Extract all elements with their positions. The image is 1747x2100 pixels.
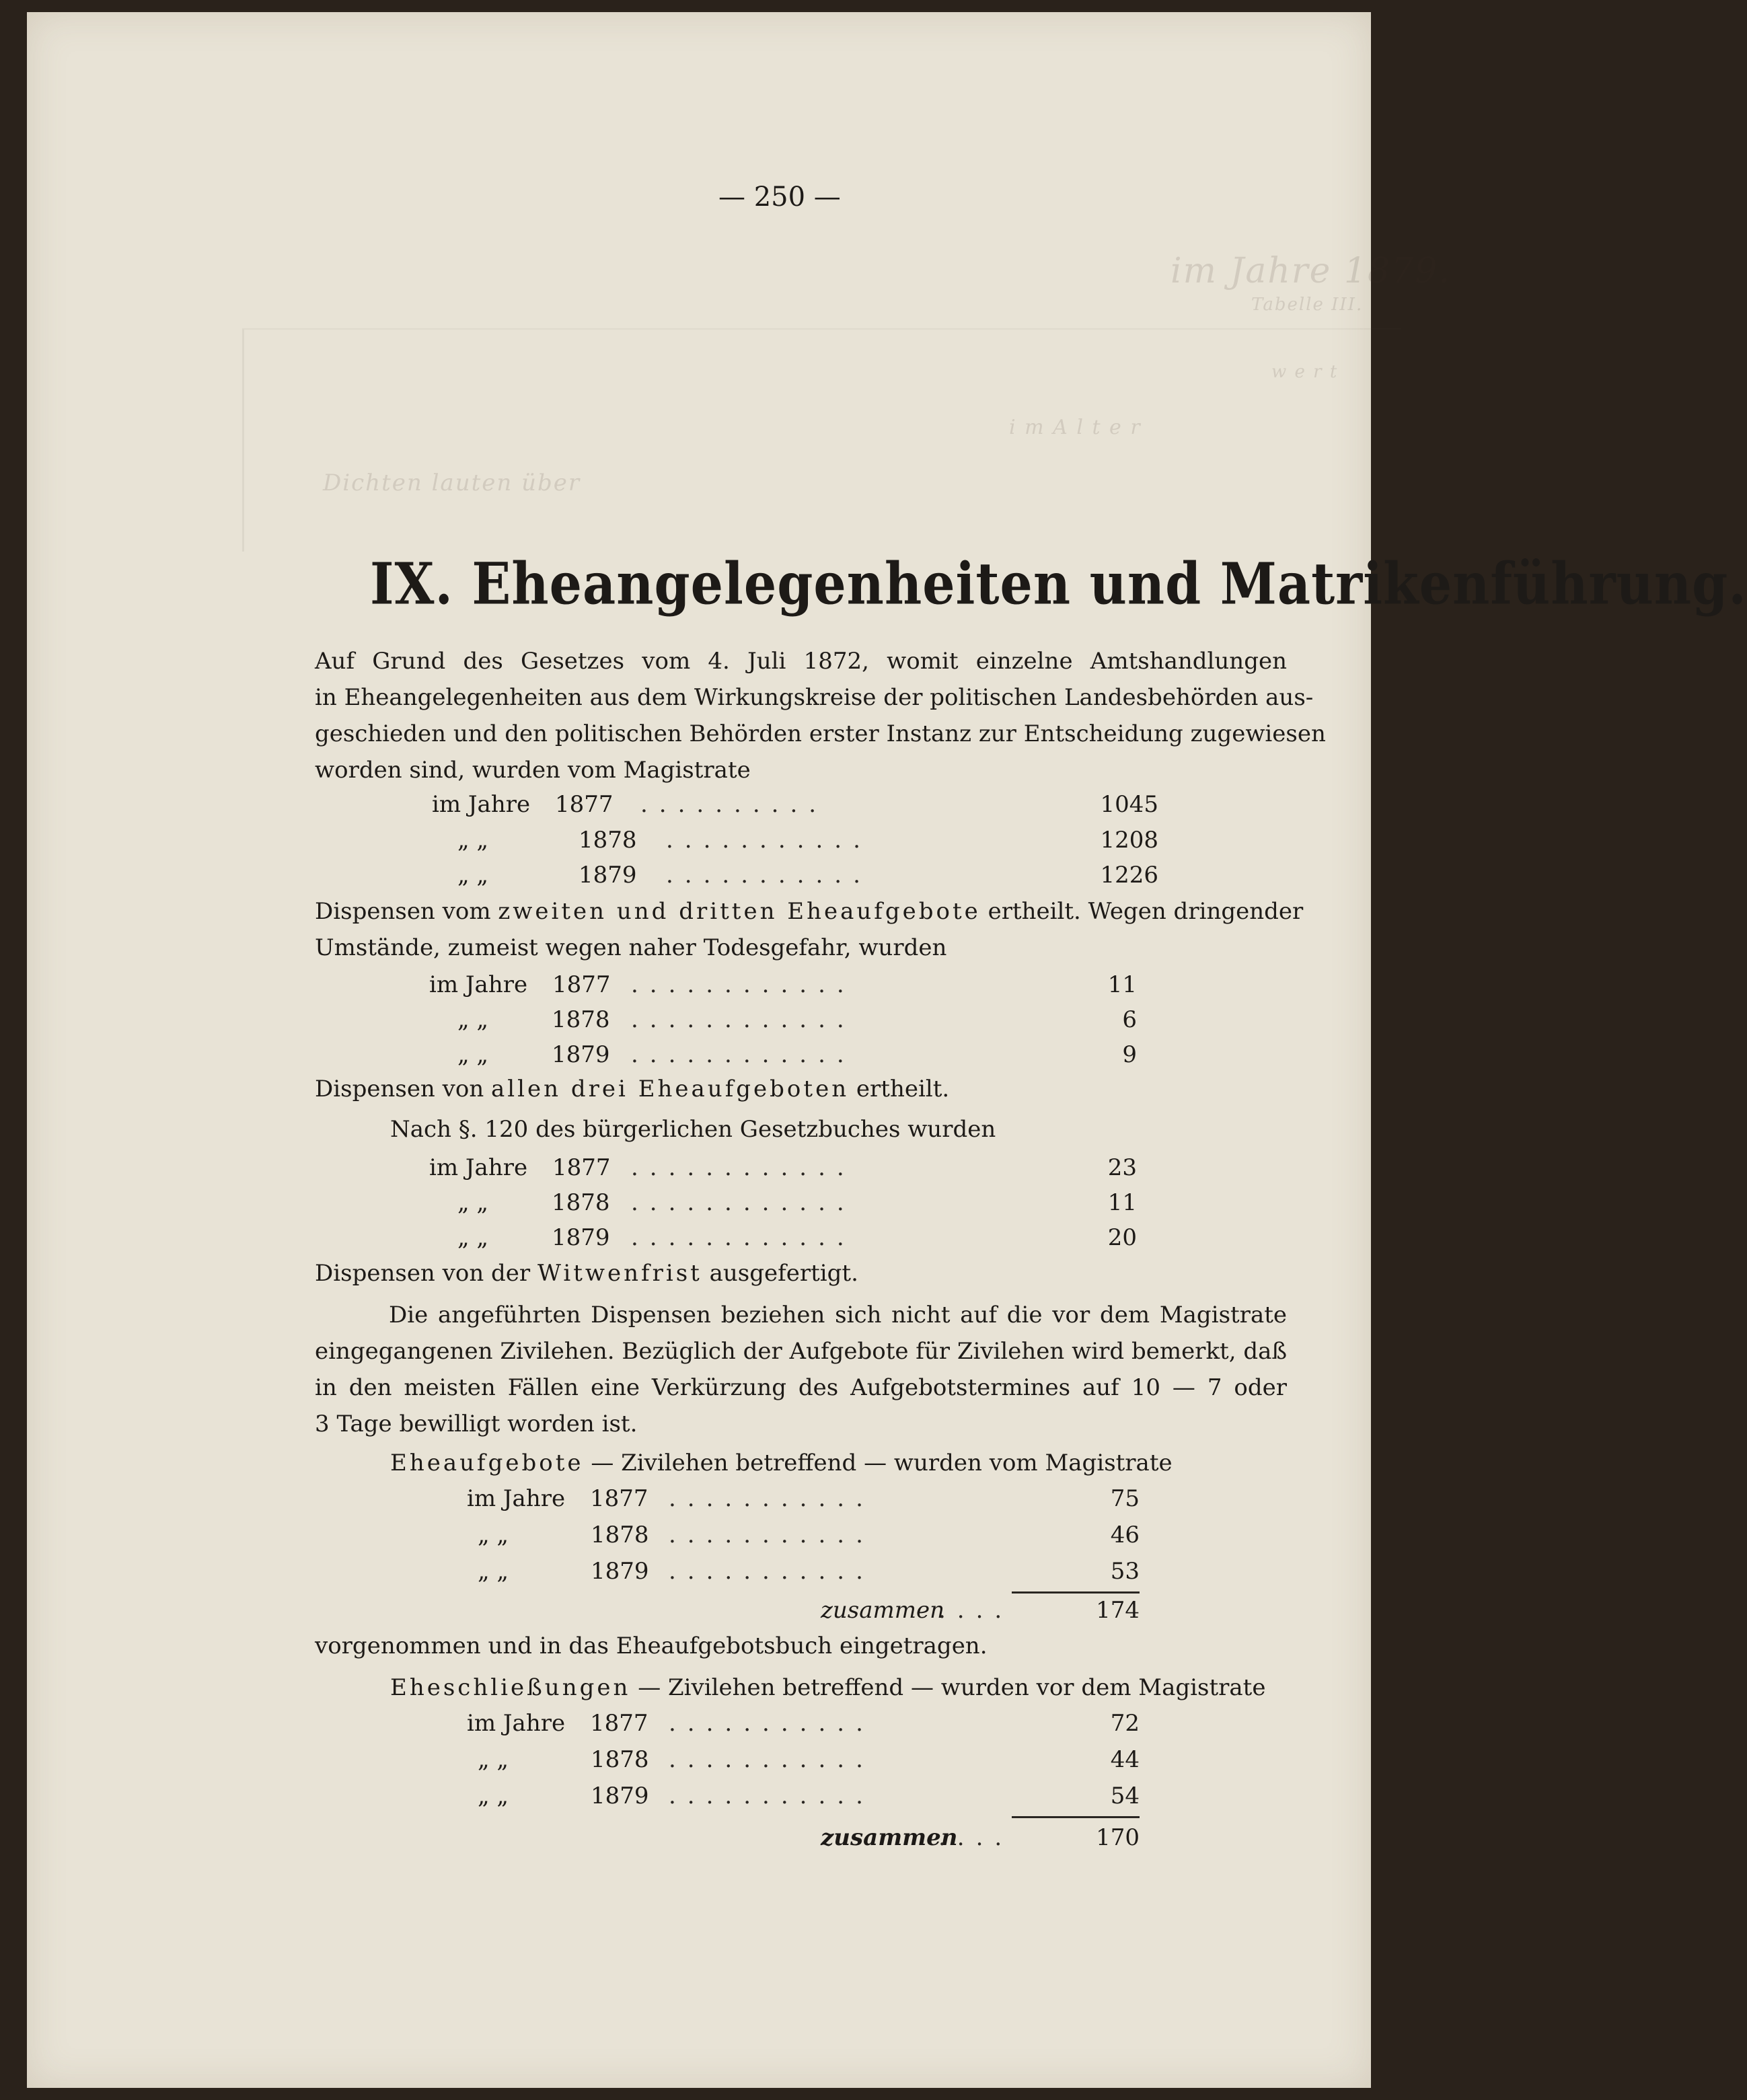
total-value: 170 [1096, 1824, 1140, 1851]
row-year: 1877 [590, 1710, 648, 1737]
row-year: 1879 [591, 1783, 649, 1809]
spaced-text: zweiten und dritten Eheaufgebote [498, 898, 981, 925]
bleed-through-title: im Jahre 1879. [1170, 251, 1451, 291]
text-line: worden sind, wurden vom Magistrate [315, 757, 751, 784]
text-line [315, 1072, 949, 1106]
row-year: 1879 [579, 862, 637, 889]
leader-dots: ........... [669, 1746, 875, 1773]
row-value: 1226 [1100, 862, 1158, 889]
row-value: 46 [1110, 1522, 1140, 1548]
paragraph [315, 893, 1304, 966]
text-fragment: Dispensen von [315, 1076, 484, 1102]
row-label: im Jahre [429, 971, 528, 998]
bleed-through-word: Dichten lauten über [323, 470, 581, 496]
row-label: „ „ [478, 1783, 509, 1809]
text-fragment: ertheilt. Wegen dringender [988, 898, 1304, 925]
row-label: im Jahre [432, 791, 531, 818]
page-number: — 250 — [718, 182, 841, 213]
sum-rule [1012, 1816, 1140, 1818]
row-value: 6 [1122, 1006, 1137, 1033]
row-year: 1879 [552, 1224, 610, 1251]
row-year: 1877 [555, 791, 614, 818]
row-label: „ „ [478, 1558, 509, 1585]
row-value: 1045 [1100, 791, 1158, 818]
table-row [478, 1555, 1140, 1587]
text-fragment: Dispensen von der [315, 1260, 531, 1287]
sum-rule [1012, 1591, 1140, 1593]
leader-dots: ........... [669, 1710, 875, 1737]
table-row [457, 859, 1158, 891]
row-label: „ „ [457, 1041, 489, 1068]
row-value: 23 [1107, 1154, 1137, 1181]
bleed-through-label: Tabelle III. [1251, 295, 1364, 315]
row-year: 1877 [552, 971, 611, 998]
row-value: 9 [1122, 1041, 1137, 1068]
text-fragment: ausgefertigt. [709, 1260, 858, 1287]
row-label: „ „ [457, 1189, 489, 1216]
text-line: Auf Grund des Gesetzes vom 4. Juli 1872, womit einzelne Amtshandlungen [315, 648, 1287, 675]
row-label: „ „ [457, 1224, 489, 1251]
table-row [467, 1483, 1140, 1515]
leader-dots: ............ [631, 971, 856, 998]
total-label: zusammen [821, 1824, 958, 1851]
section-heading: IX. Eheangelegenheiten und Matrikenführung. [370, 550, 1747, 617]
leader-dots: ............ [631, 1154, 856, 1181]
text-line: Nach §. 120 des bürgerlichen Gesetzbuches wurden [390, 1116, 996, 1143]
bleed-through-word: w e r t [1271, 362, 1339, 382]
intro-paragraph [315, 643, 1326, 788]
text-line [390, 1446, 1173, 1480]
row-value: 44 [1110, 1746, 1140, 1773]
leader-dots: .... [938, 1824, 1014, 1851]
row-label: „ „ [478, 1522, 509, 1548]
leader-dots: ........... [669, 1522, 875, 1548]
text-line: in den meisten Fällen eine Verkürzung des Aufgebotstermines auf 10 — 7 oder [315, 1374, 1287, 1401]
leader-dots: ........... [666, 827, 872, 854]
row-label: „ „ [457, 1006, 489, 1033]
table-row [432, 788, 1158, 821]
table-row [478, 1743, 1140, 1776]
table-row [478, 1780, 1140, 1812]
text-line: geschieden und den politischen Behörden erster Instanz zur Entscheidung zugewiesen [315, 720, 1326, 747]
leader-dots: ............ [631, 1224, 856, 1251]
leader-dots: ............ [631, 1041, 856, 1068]
row-label: im Jahre [429, 1154, 528, 1181]
text-line: 3 Tage bewilligt worden ist. [315, 1411, 638, 1437]
row-year: 1878 [552, 1189, 610, 1216]
table-row [478, 1519, 1140, 1551]
table-row [457, 1187, 1137, 1219]
bleed-through-frame [242, 328, 1401, 552]
table-row [457, 1004, 1137, 1036]
leader-dots: ............ [631, 1006, 856, 1033]
table-row [457, 1039, 1137, 1071]
row-value: 75 [1110, 1485, 1140, 1512]
row-year: 1878 [579, 827, 637, 854]
text-line: vorgenommen und in das Eheaufgebotsbuch eingetragen. [315, 1633, 988, 1659]
row-value: 53 [1110, 1558, 1140, 1585]
row-year: 1878 [552, 1006, 610, 1033]
spaced-text: Witwenfrist [537, 1260, 702, 1287]
spaced-text: Eheschließungen [390, 1674, 631, 1701]
table-row [429, 1152, 1137, 1184]
row-year: 1879 [591, 1558, 649, 1585]
spaced-text: allen drei Eheaufgeboten [491, 1076, 850, 1102]
row-value: 11 [1107, 1189, 1137, 1216]
leader-dots: ........... [669, 1783, 875, 1809]
table-row [457, 1222, 1137, 1254]
bleed-through-word: i m A l t e r [1009, 416, 1142, 439]
document-page [27, 12, 1747, 2088]
table-row [429, 969, 1137, 1001]
row-value: 54 [1110, 1783, 1140, 1809]
row-year: 1879 [552, 1041, 610, 1068]
text-line [315, 1257, 858, 1290]
total-value: 174 [1096, 1597, 1140, 1624]
row-label: im Jahre [467, 1485, 566, 1512]
leader-dots: ............ [631, 1189, 856, 1216]
leader-dots: .......... [640, 791, 828, 818]
row-label: im Jahre [467, 1710, 566, 1737]
total-label: zusammen [821, 1597, 945, 1624]
leader-dots: .... [938, 1597, 1014, 1624]
row-value: 1208 [1100, 827, 1158, 854]
text-line: in Eheangelegenheiten aus dem Wirkungskreise der politischen Landesbehörden aus- [315, 684, 1314, 711]
text-fragment: Dispensen vom [315, 898, 491, 925]
row-value: 72 [1110, 1710, 1140, 1737]
row-label: „ „ [457, 827, 489, 854]
row-year: 1877 [590, 1485, 648, 1512]
table-row [467, 1707, 1140, 1739]
row-year: 1878 [591, 1522, 649, 1548]
leader-dots: ........... [669, 1485, 875, 1512]
row-value: 11 [1107, 971, 1137, 998]
row-label: „ „ [478, 1746, 509, 1773]
text-line: Die angeführten Dispensen beziehen sich nicht auf die vor dem Magistrate [389, 1302, 1287, 1328]
leader-dots: ........... [666, 862, 872, 889]
text-line: eingegangenen Zivilehen. Bezüglich der Aufgebote für Zivilehen wird bemerkt, daß [315, 1338, 1288, 1365]
total-row [821, 1594, 1140, 1626]
text-fragment: — Zivilehen betreffend — wurden vor dem Magistrate [638, 1674, 1266, 1701]
row-label: „ „ [457, 862, 489, 889]
text-line: Umstände, zumeist wegen naher Todesgefahr, wurden [315, 934, 947, 961]
spaced-text: Eheaufgebote [390, 1450, 584, 1476]
text-fragment: ertheilt. [856, 1076, 950, 1102]
row-year: 1877 [552, 1154, 611, 1181]
text-fragment: — Zivilehen betreffend — wurden vom Magistrate [591, 1450, 1173, 1476]
text-line [390, 1671, 1265, 1704]
note-paragraph [315, 1297, 1287, 1442]
row-year: 1878 [591, 1746, 649, 1773]
row-value: 20 [1107, 1224, 1137, 1251]
table-row [457, 824, 1158, 856]
leader-dots: ........... [669, 1558, 875, 1585]
text-line [315, 893, 1304, 930]
total-row [821, 1822, 1140, 1854]
